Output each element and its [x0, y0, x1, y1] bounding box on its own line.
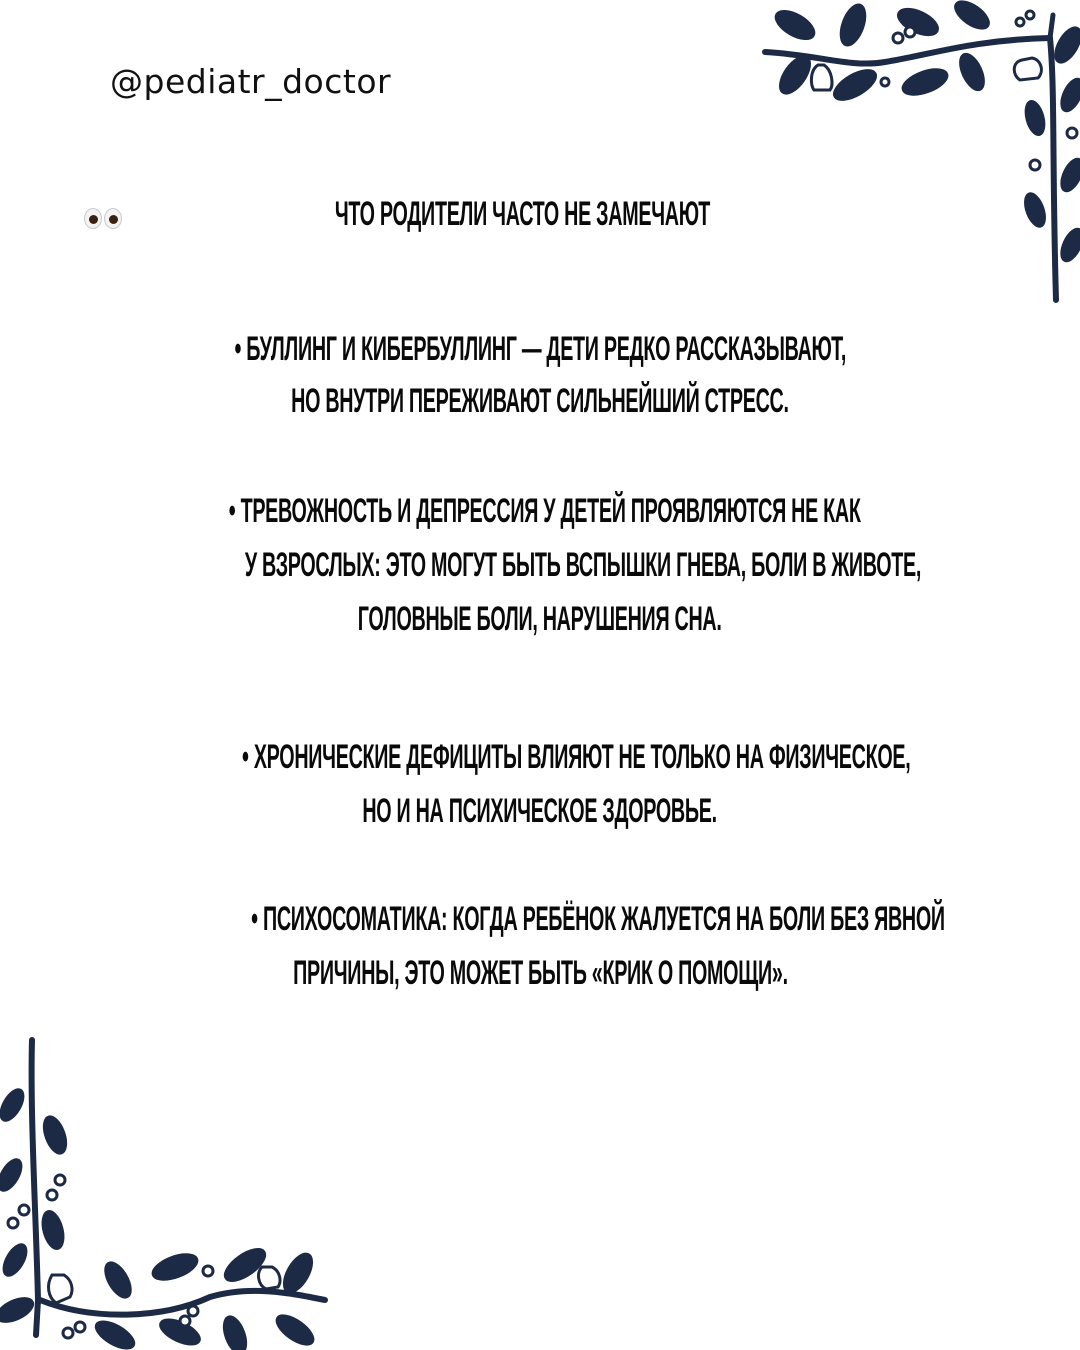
list-item-2-line-1: • ТРЕВОЖНОСТЬ И ДЕПРЕССИЯ У ДЕТЕЙ ПРОЯВЛЯЮТСЯ НЕ КАК: [228, 492, 861, 530]
list-item-3-line-1: • ХРОНИЧЕСКИЕ ДЕФИЦИТЫ ВЛИЯЮТ НЕ ТОЛЬКО НА ФИЗИЧЕСКОЕ,: [242, 738, 911, 776]
list-item-2-line-3: ГОЛОВНЫЕ БОЛИ, НАРУШЕНИЯ СНА.: [358, 600, 722, 638]
list-item-4-line-2: ПРИЧИНЫ, ЭТО МОЖЕТ БЫТЬ «КРИК О ПОМОЩИ».: [292, 954, 788, 992]
list-item-1-line-1: • БУЛЛИНГ И КИБЕРБУЛЛИНГ — ДЕТИ РЕДКО РАССКАЗЫВАЮТ,: [234, 330, 846, 368]
title-text: ЧТО РОДИТЕЛИ ЧАСТО НЕ ЗАМЕЧАЮТ: [334, 195, 710, 233]
floral-vine-corner-icon: [750, 0, 1080, 310]
list-item-3-line-2: НО И НА ПСИХИЧЕСКОЕ ЗДОРОВЬЕ.: [362, 792, 718, 830]
eyes-icon: [84, 208, 124, 234]
list-item-1-line-2: НО ВНУТРИ ПЕРЕЖИВАЮТ СИЛЬНЕЙШИЙ СТРЕСС.: [291, 382, 789, 420]
floral-vine-corner-icon: [0, 1035, 340, 1350]
list-item-4-line-1: • ПСИХОСОМАТИКА: КОГДА РЕБЁНОК ЖАЛУЕТСЯ НА БОЛИ БЕЗ ЯВНОЙ: [251, 900, 945, 938]
account-handle: @pediatr_doctor: [110, 62, 392, 101]
list-item-2-line-2: У ВЗРОСЛЫХ: ЭТО МОГУТ БЫТЬ ВСПЫШКИ ГНЕВА, БОЛИ В ЖИВОТЕ,: [244, 546, 922, 584]
